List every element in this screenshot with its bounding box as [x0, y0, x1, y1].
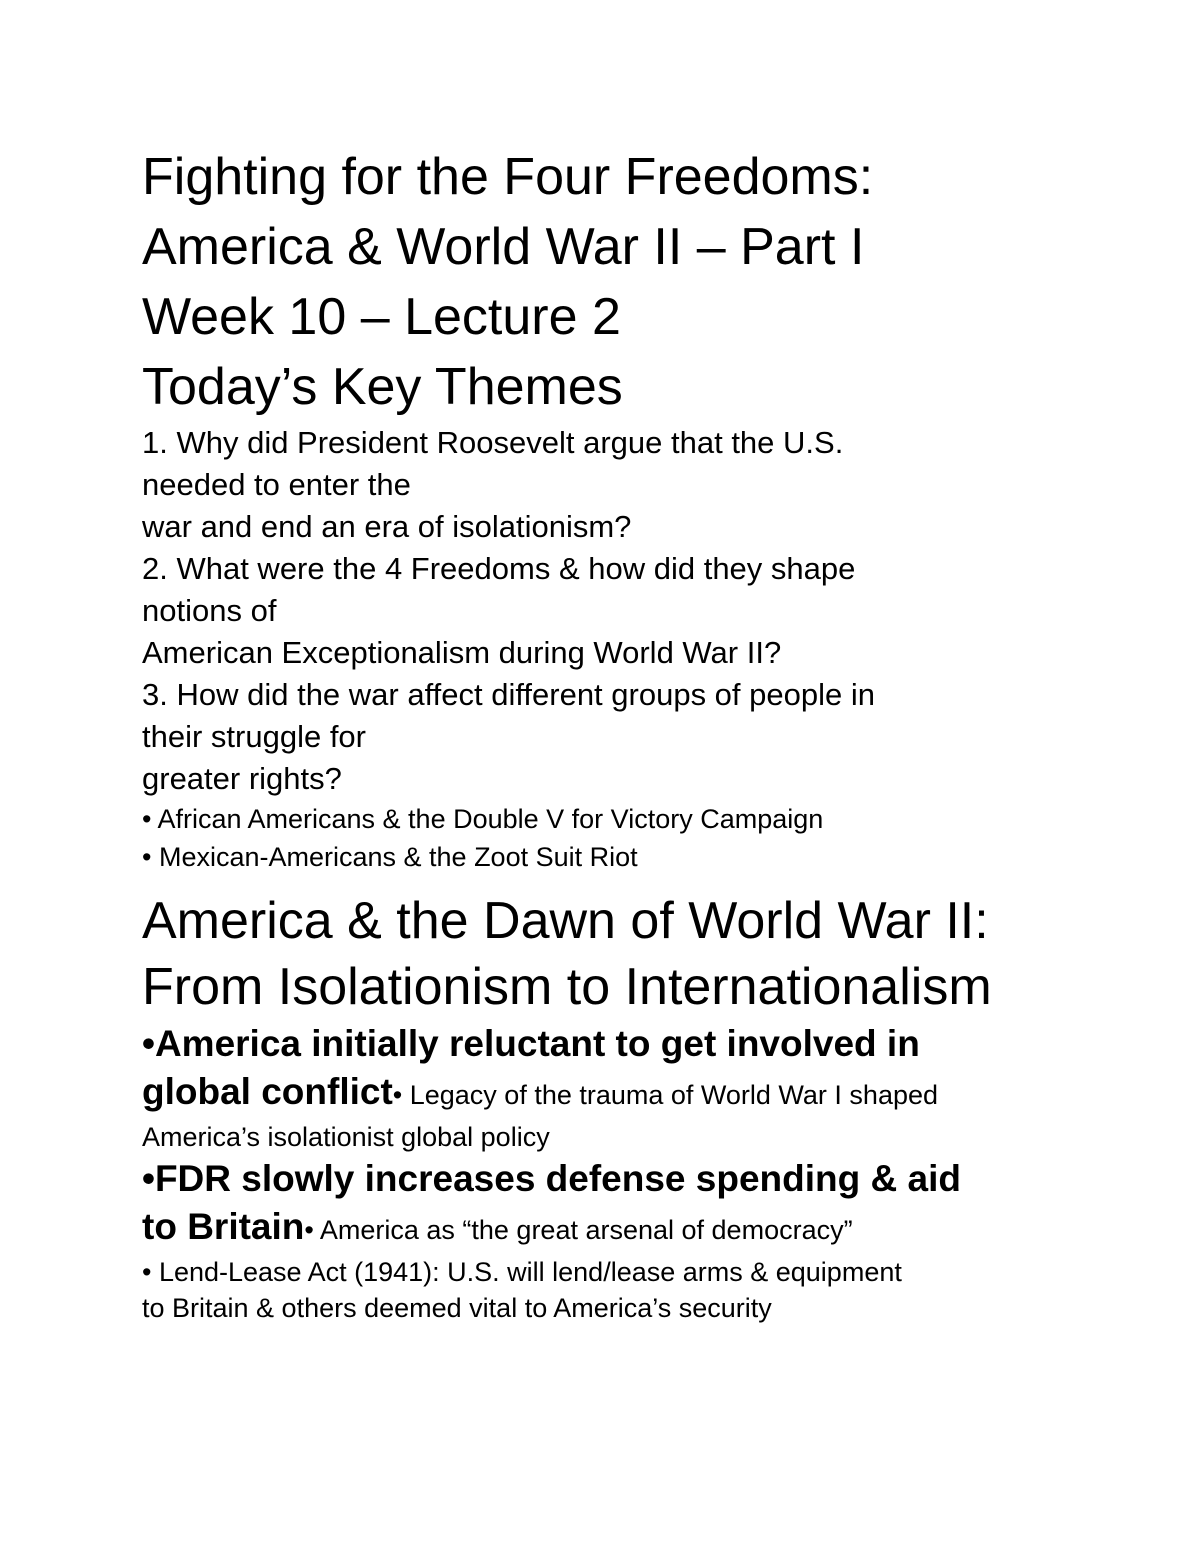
theme-bullet: • Mexican-Americans & the Zoot Suit Riot	[142, 842, 638, 872]
dawn-point-1-sub: • Legacy of the trauma of World War I shaped	[392, 1080, 939, 1110]
dawn-heading-line-1: America & the Dawn of World War II:	[142, 892, 989, 950]
title-line-1: Fighting for the Four Freedoms:	[142, 148, 874, 206]
document-page	[142, 142, 1142, 1326]
section-spacer	[142, 876, 1142, 888]
dawn-point-2-bold-b: to Britain	[142, 1206, 305, 1247]
dawn-point-1-sub-cont: America’s isolationist global policy	[142, 1122, 550, 1152]
dawn-point-2-sub-2-cont: to Britain & others deemed vital to America’s security	[142, 1293, 772, 1323]
dawn-point-2-cont	[142, 1203, 1142, 1254]
theme-line: war and end an era of isolationism?	[142, 509, 632, 544]
dawn-point-2	[142, 1155, 1142, 1203]
title-line-2: America & World War II – Part I	[142, 218, 865, 276]
theme-line: 2. What were the 4 Freedoms & how did they shape	[142, 551, 856, 586]
dawn-point-2-sub: • America as “the great arsenal of democracy”	[304, 1215, 853, 1245]
dawn-point-2-sub-2: • Lend-Lease Act (1941): U.S. will lend/lease arms & equipment	[142, 1257, 902, 1287]
dawn-point-1-bold-b: global conflict	[142, 1071, 393, 1112]
theme-line: American Exceptionalism during World War II?	[142, 635, 782, 670]
theme-line: notions of	[142, 593, 277, 628]
dawn-point-1-bold-a: •America initially reluctant to get involved in	[142, 1023, 920, 1064]
theme-line: 1. Why did President Roosevelt argue that the U.S.	[142, 425, 844, 460]
dawn-heading-line-2: From Isolationism to Internationalism	[142, 958, 992, 1016]
theme-line: 3. How did the war affect different groups of people in	[142, 677, 875, 712]
theme-line: their struggle for	[142, 719, 366, 754]
key-themes-heading: Today’s Key Themes	[142, 358, 623, 416]
theme-bullet: • African Americans & the Double V for Victory Campaign	[142, 804, 824, 834]
dawn-point-1	[142, 1020, 1142, 1068]
dawn-point-1-cont	[142, 1068, 1142, 1119]
theme-line: needed to enter the	[142, 467, 411, 502]
title-line-3: Week 10 – Lecture 2	[142, 288, 621, 346]
dawn-point-2-bold-a: •FDR slowly increases defense spending & aid	[142, 1158, 961, 1199]
theme-line: greater rights?	[142, 761, 342, 796]
